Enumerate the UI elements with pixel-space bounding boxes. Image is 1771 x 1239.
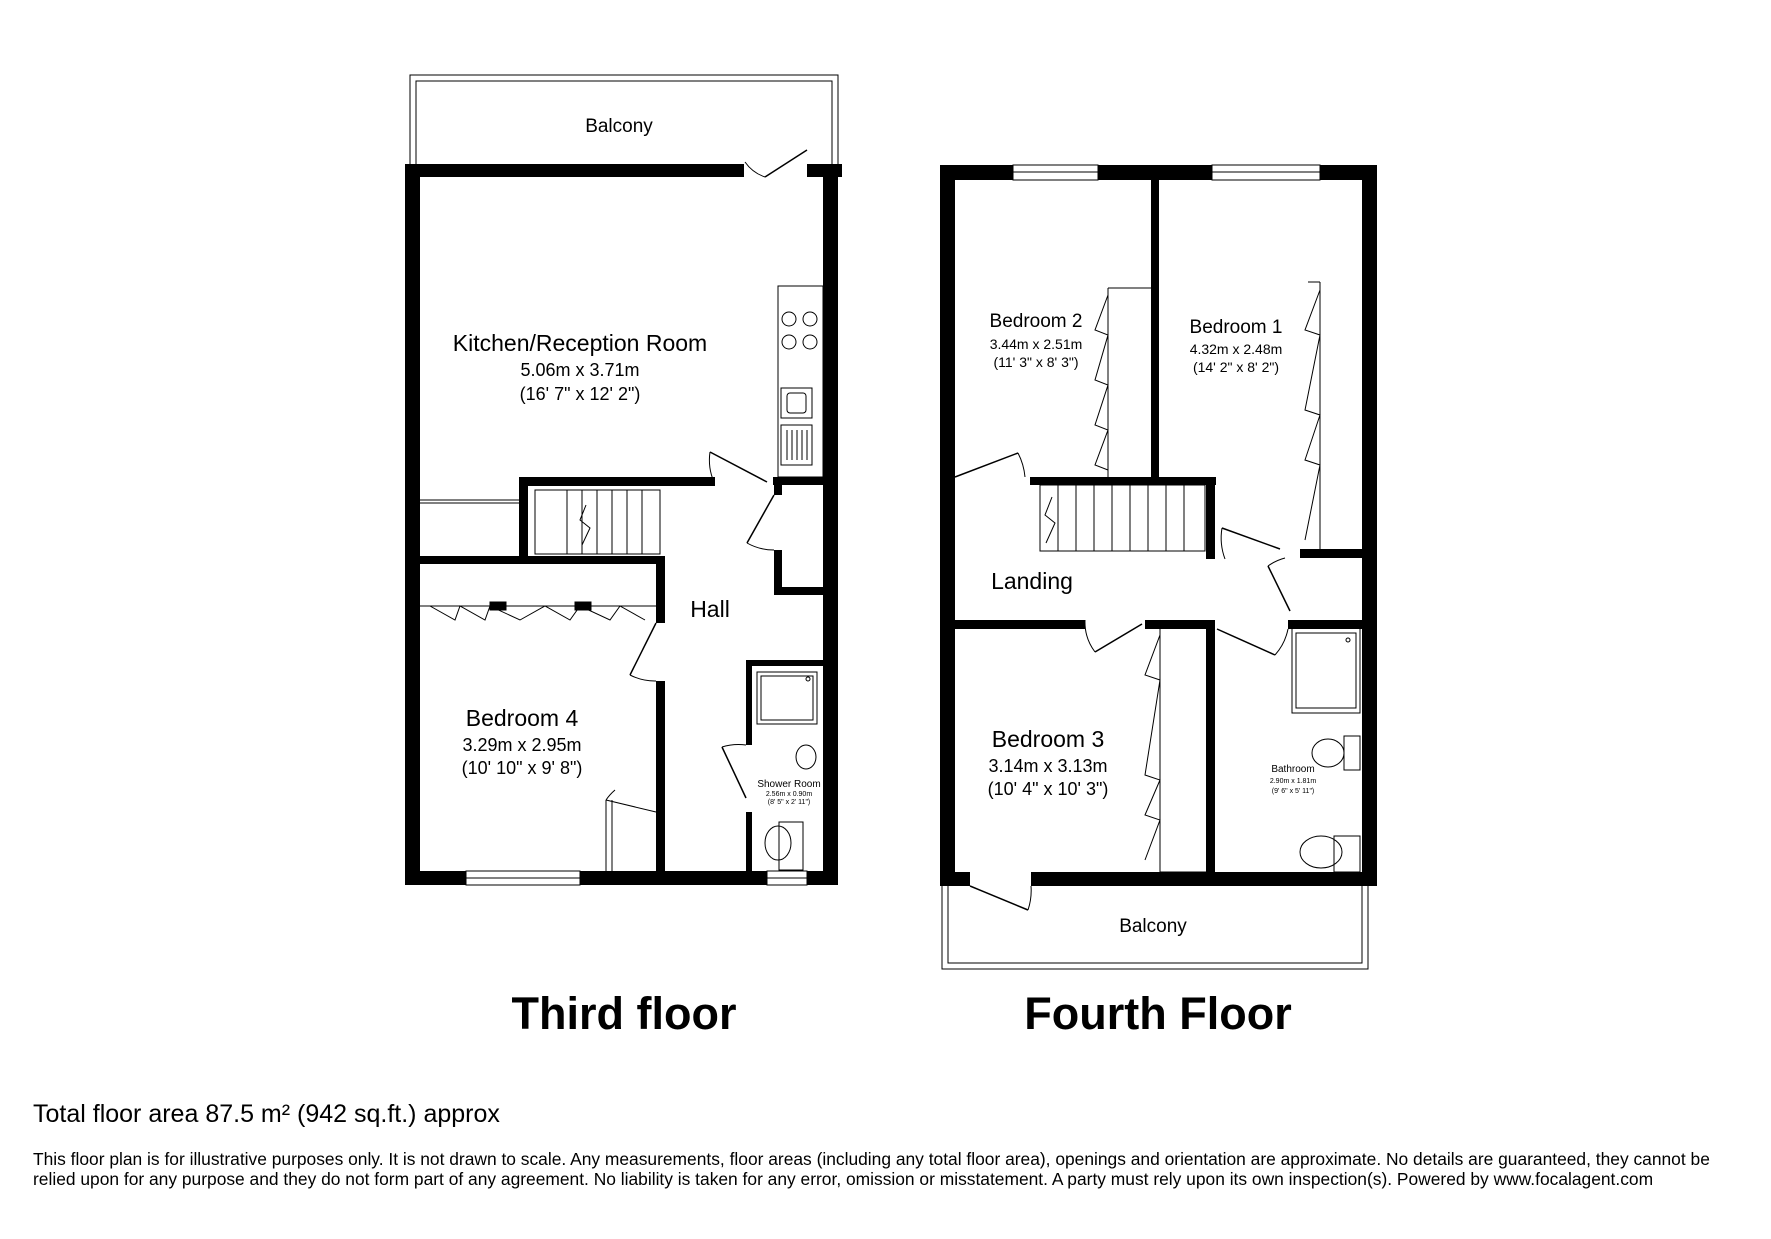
bedroom2-name: Bedroom 2	[989, 311, 1083, 332]
bedroom4-name: Bedroom 4	[465, 705, 579, 731]
bedroom2-metric: 3.44m x 2.51m	[989, 336, 1083, 352]
shower-room-fixtures	[757, 672, 817, 870]
bedroom2-imperial: (11' 3" x 8' 3")	[993, 354, 1079, 370]
third-floor-balcony-label: Balcony	[585, 116, 653, 137]
third-floor-stairs	[535, 490, 660, 554]
bedroom4-metric: 3.29m x 2.95m	[462, 735, 582, 755]
kitchen-metric: 5.06m x 3.71m	[520, 360, 640, 380]
bathroom-name: Bathroom	[1271, 764, 1315, 775]
kitchen-units	[778, 286, 823, 477]
bedroom1-metric: 4.32m x 2.48m	[1189, 341, 1283, 357]
third-floor-plan	[405, 75, 842, 1039]
bathroom-fixtures	[1292, 628, 1360, 872]
bathroom-metric: 2.90m x 1.81m	[1269, 778, 1317, 785]
bedroom1-imperial: (14' 2" x 8' 2")	[1192, 359, 1280, 375]
bedroom3-metric: 3.14m x 3.13m	[988, 756, 1108, 776]
landing-label: Landing	[991, 568, 1073, 594]
shower-room-name: Shower Room	[757, 779, 821, 790]
fourth-floor-plan	[940, 165, 1377, 1039]
shower-room-metric: 2.56m x 0.90m	[765, 791, 813, 798]
bedroom3-name: Bedroom 3	[991, 726, 1105, 752]
total-floor-area: Total floor area 87.5 m² (942 sq.ft.) approx	[33, 1100, 500, 1128]
third-floor-interior-walls	[420, 477, 823, 871]
bedroom4-wardrobe	[420, 602, 656, 620]
bedroom4-cupboard	[606, 790, 656, 871]
third-floor-title: Third floor	[511, 988, 737, 1039]
disclaimer-text: This floor plan is for illustrative purposes only. It is not drawn to scale. Any measurements, floor areas (including any total floor area), openings and orientation are approximate. No details are guaranteed, they cannot be relied upon for any purpose and they do not form part of any agreement. No liability is taken for any error, omission or misstatement. A party must rely upon its own inspection(s). Powered by www.focalagent.com	[33, 1149, 1710, 1189]
kitchen-imperial: (16' 7" x 12' 2")	[519, 384, 641, 404]
bathroom-imperial: (9' 6" x 5' 11")	[1271, 788, 1315, 795]
fourth-floor-balcony-label: Balcony	[1119, 916, 1187, 937]
kitchen-name: Kitchen/Reception Room	[452, 330, 708, 356]
fourth-floor-title: Fourth Floor	[1024, 988, 1292, 1039]
bedroom1-name: Bedroom 1	[1189, 317, 1283, 338]
shower-room-imperial: (8' 5" x 2' 11")	[767, 799, 811, 806]
hall-label: Hall	[690, 596, 730, 622]
fourth-floor-doors	[955, 453, 1290, 910]
bedroom4-imperial: (10' 10" x 9' 8")	[461, 758, 583, 778]
fourth-floor-stairs	[1040, 485, 1205, 551]
kitchen-storage	[420, 500, 519, 503]
bedroom3-imperial: (10' 4" x 10' 3")	[987, 779, 1109, 799]
